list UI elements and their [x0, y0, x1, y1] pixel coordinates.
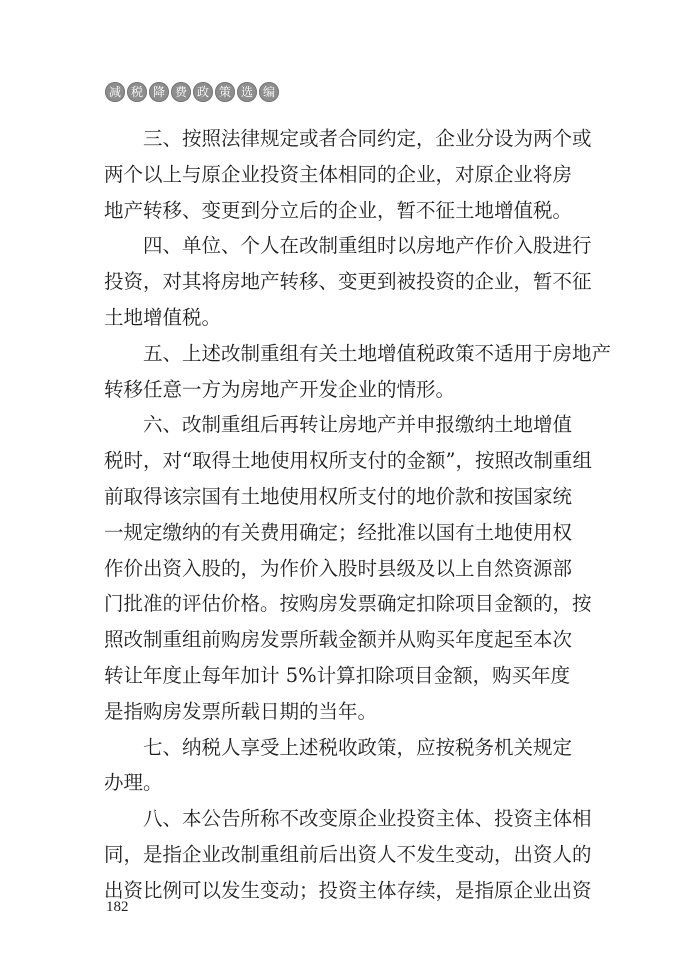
paragraph-5: [104, 336, 612, 408]
paragraph-4: [104, 228, 592, 335]
text-line: 是指购房发票所载日期的当年。: [104, 699, 378, 723]
text-line: 七、纳税人享受上述税收政策，应按税务机关规定: [143, 735, 573, 759]
text-line: 两个以上与原企业投资主体相同的企业，对原企业将房: [104, 162, 573, 186]
running-header: [105, 82, 279, 102]
text-line: 一规定缴纳的有关费用确定；经批准以国有土地使用权: [104, 520, 573, 544]
header-char: 减: [105, 82, 125, 102]
text-line: 八、本公告所称不改变原企业投资主体、投资主体相: [143, 807, 592, 831]
header-char: 策: [215, 82, 235, 102]
text-line: 四、单位、个人在改制重组时以房地产作价入股进行: [143, 234, 592, 258]
text-line: 前取得该宗国有土地使用权所支付的地价款和按国家统: [104, 484, 573, 508]
text-line: 办理。: [104, 771, 163, 795]
header-char: 降: [149, 82, 169, 102]
text-line: 门批准的评估价格。按购房发票确定扣除项目金额的，按: [104, 592, 592, 616]
header-char: 编: [259, 82, 279, 102]
text-line: 出资比例可以发生变动；投资主体存续，是指原企业出资: [104, 878, 592, 902]
text-line: 转让年度止每年加计 5%计算扣除项目金额，购买年度: [104, 663, 571, 687]
page-number: 182: [106, 899, 129, 915]
body-text: [104, 121, 612, 909]
text-line: 同，是指企业改制重组前后出资人不发生变动，出资人的: [104, 842, 592, 866]
paragraph-3: [104, 121, 592, 228]
text-line: 投资，对其将房地产转移、变更到被投资的企业，暂不征: [104, 270, 592, 294]
text-line: 土地增值税。: [104, 305, 222, 329]
text-line: 作价出资入股的，为作价入股时县级及以上自然资源部: [104, 556, 573, 580]
header-char: 选: [237, 82, 257, 102]
header-char: 政: [193, 82, 213, 102]
header-char: 费: [171, 82, 191, 102]
paragraph-8: [104, 801, 592, 908]
header-char: 税: [127, 82, 147, 102]
text-line: 五、上述改制重组有关土地增值税政策不适用于房地产: [143, 341, 612, 365]
text-line: 转移任意一方为房地产开发企业的情形。: [104, 377, 456, 401]
paragraph-7: [104, 730, 573, 802]
paragraph-6: [104, 407, 592, 729]
text-line: 税时，对“取得土地使用权所支付的金额”，按照改制重组: [104, 449, 592, 473]
text-line: 三、按照法律规定或者合同约定，企业分设为两个或: [143, 127, 592, 150]
text-line: 六、改制重组后再转让房地产并申报缴纳土地增值: [143, 413, 573, 437]
text-line: 照改制重组前购房发票所载金额并从购买年度起至本次: [104, 628, 573, 652]
text-line: 地产转移、变更到分立后的企业，暂不征土地增值税。: [104, 198, 573, 222]
